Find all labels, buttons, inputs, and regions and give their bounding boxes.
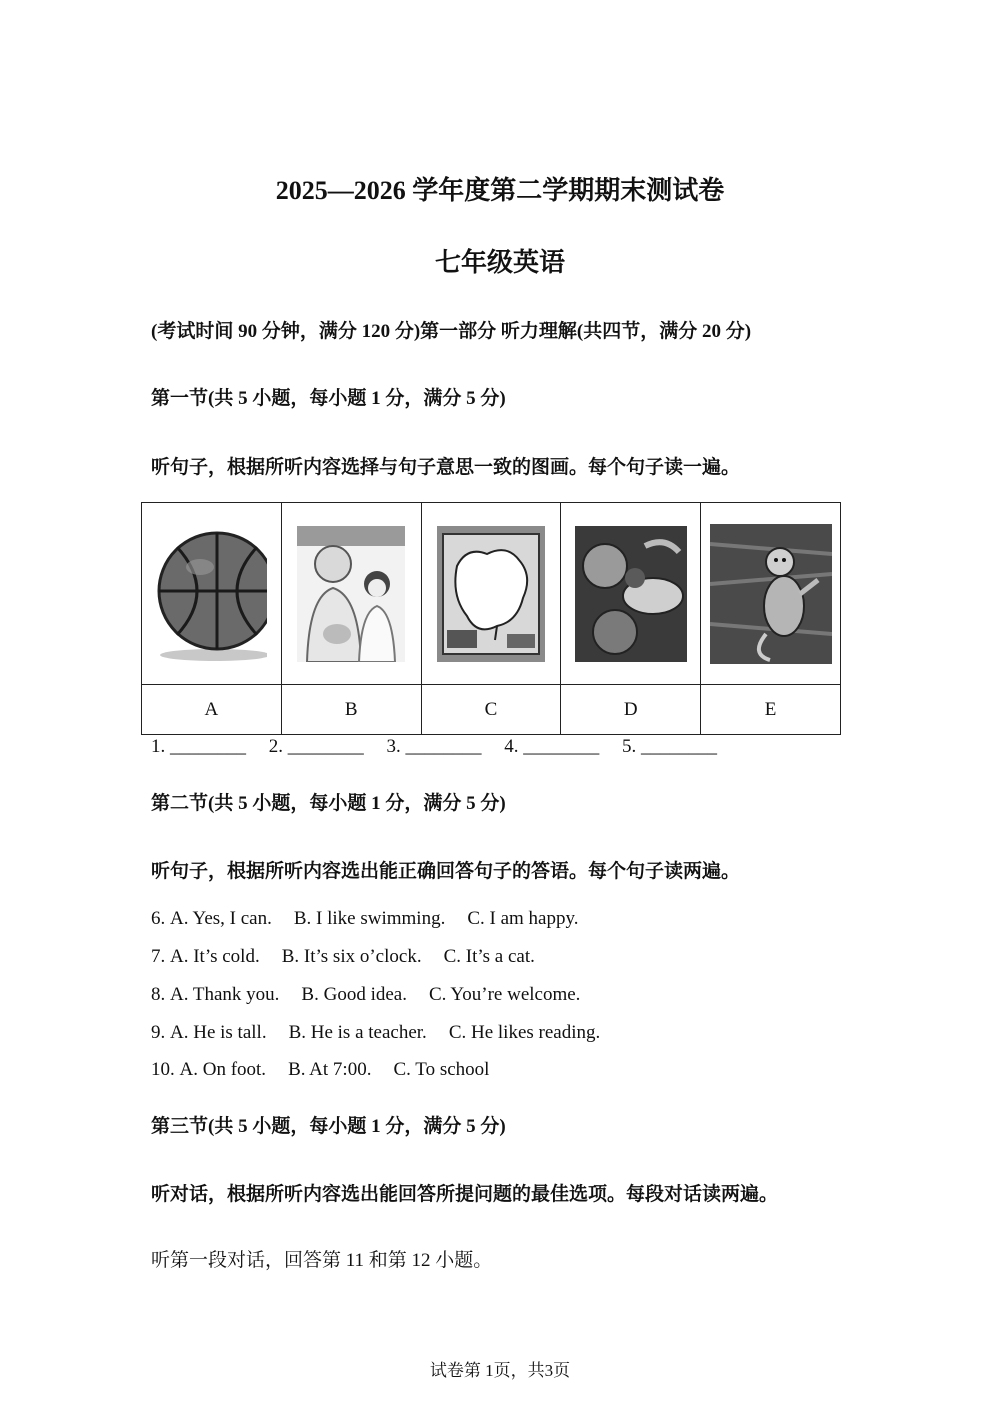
question-8 [151, 984, 602, 1006]
option-c[interactable]: C. I am happy. [467, 908, 579, 929]
picture-cell-c [421, 503, 561, 685]
option-a[interactable]: A. Thank you. [170, 984, 280, 1005]
section1-heading: 第一节(共 5 小题，每小题 1 分，满分 5 分) [151, 388, 506, 409]
answer-blank-3[interactable]: 3. ________ [386, 736, 482, 757]
option-b[interactable]: B. He is a teacher. [288, 1022, 427, 1043]
option-c[interactable]: C. To school [393, 1059, 490, 1080]
question-number: 6. [151, 908, 170, 929]
grandmother-and-girl-photo-icon [297, 526, 405, 662]
answer-blank-4[interactable]: 4. ________ [504, 736, 600, 757]
option-c[interactable]: C. It’s a cat. [443, 946, 535, 967]
exam-subtitle: 七年级英语 [434, 248, 565, 277]
picture-label-c: C [421, 685, 561, 735]
page-footer: 试卷第 1页，共3页 [429, 1361, 571, 1380]
picture-label-a: A [142, 685, 282, 735]
option-a[interactable]: A. Yes, I can. [170, 908, 272, 929]
section2-instruction: 听句子，根据所听内容选出能正确回答句子的答语。每个句子读两遍。 [151, 861, 741, 882]
section3-heading: 第三节(共 5 小题，每小题 1 分，满分 5 分) [151, 1116, 506, 1137]
answer-blanks [151, 736, 735, 758]
answer-blank-1[interactable]: 1. ________ [151, 736, 246, 757]
exam-title: 2025—2026 学年度第二学期期末测试卷 [275, 176, 725, 205]
option-b[interactable]: B. Good idea. [301, 984, 407, 1005]
picture-cell-e [701, 503, 841, 685]
monkey-photo-icon [710, 524, 832, 664]
question-9 [151, 1022, 622, 1044]
option-b[interactable]: B. It’s six o’clock. [281, 946, 422, 967]
question-10 [151, 1059, 511, 1081]
vegetables-photo-icon [575, 526, 687, 662]
option-b[interactable]: B. I like swimming. [293, 908, 446, 929]
section1-instruction: 听句子，根据所听内容选择与句子意思一致的图画。每个句子读一遍。 [151, 457, 741, 478]
answer-blank-5[interactable]: 5. ________ [622, 736, 717, 757]
map-photo-icon [437, 526, 545, 662]
option-c[interactable]: C. He likes reading. [448, 1022, 601, 1043]
question-number: 8. [151, 984, 170, 1005]
exam-info: (考试时间 90 分钟，满分 120 分)第一部分 听力理解(共四节，满分 20 分) [151, 321, 752, 342]
question-6 [151, 908, 601, 930]
option-b[interactable]: B. At 7:00. [288, 1059, 372, 1080]
picture-cell-d [561, 503, 701, 685]
picture-label-d: D [561, 685, 701, 735]
option-a[interactable]: A. He is tall. [170, 1022, 267, 1043]
section2-heading: 第二节(共 5 小题，每小题 1 分，满分 5 分) [151, 793, 506, 814]
section3-sub-instruction: 听第一段对话，回答第 11 和第 12 小题。 [151, 1250, 493, 1271]
question-number: 10. [151, 1059, 180, 1080]
picture-label-e: E [701, 685, 841, 735]
question-number: 9. [151, 1022, 170, 1043]
basketball-photo-icon [155, 527, 267, 661]
option-a[interactable]: A. On foot. [179, 1059, 267, 1080]
question-7 [151, 946, 557, 968]
picture-cell-a [142, 503, 282, 685]
section3-instruction: 听对话，根据所听内容选出能回答所提问题的最佳选项。每段对话读两遍。 [151, 1184, 779, 1205]
picture-label-b: B [281, 685, 421, 735]
picture-table [141, 502, 841, 735]
picture-cell-b [281, 503, 421, 685]
option-a[interactable]: A. It’s cold. [170, 946, 260, 967]
question-number: 7. [151, 946, 170, 967]
option-c[interactable]: C. You’re welcome. [428, 984, 581, 1005]
answer-blank-2[interactable]: 2. ________ [268, 736, 364, 757]
